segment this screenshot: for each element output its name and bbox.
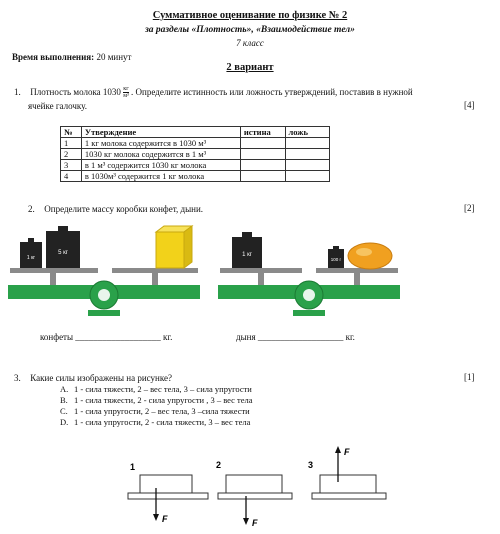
left-pan-right [112,268,198,273]
right-scale-base [293,310,325,316]
variant-title: 2 вариант [226,62,274,73]
table-row [61,149,330,160]
question-number: 3. [14,373,21,383]
answer-option-c[interactable]: C. 1 - сила упругости, 2 – вес тела, 3 –сила тяжести [60,406,250,416]
true-cell[interactable] [240,160,285,171]
svg-text:2: 2 [216,460,222,470]
melon-answer-line[interactable]: дыня ___________________ кг. [236,332,355,342]
svg-text:5 кг: 5 кг [58,250,68,256]
block [320,475,376,493]
time-value: 20 минут [96,52,132,62]
arrow-up-icon [335,446,341,453]
time-label: Время выполнения: [12,52,95,62]
svg-text:1: 1 [130,462,136,472]
figure-2 [216,460,292,528]
right-scale-dial-center [303,289,315,301]
col-number: № [61,127,82,138]
weight-1kg-icon [232,232,262,268]
question-2 [28,203,203,215]
statements-table [60,126,330,182]
col-true: истина [240,127,285,138]
false-cell[interactable] [285,171,330,182]
question-3 [14,372,172,384]
row-statement: в 1 м³ содержится 1030 кг молока [81,160,240,171]
scale-left-illustration [8,222,200,318]
support-surface [312,493,386,499]
grade-label: 7 класс [236,38,264,48]
question-number: 2. [28,204,35,214]
question-1-text-b: . Определите истинность или ложность утверждений, поставив в нужной [131,87,413,97]
left-stem-right [152,273,158,285]
svg-text:F: F [252,518,258,528]
answer-option-d[interactable]: D. 1 - сила упругости, 2 - сила тяжести, 3 – вес тела [60,417,251,427]
arrow-down-icon [153,514,159,521]
row-number: 2 [61,149,82,160]
col-false: ложь [285,127,330,138]
page-subtitle: за разделы «Плотность», «Взаимодействие тел» [145,25,355,35]
col-statement: Утверждение [81,127,240,138]
row-number: 3 [61,160,82,171]
left-pan-left [10,268,98,273]
table-row [61,160,330,171]
answer-option-b[interactable]: B. 1 - сила тяжести, 2 - сила упругости , 3 – вес тела [60,395,253,405]
svg-text:1 кг: 1 кг [242,252,252,258]
question-1 [14,86,484,99]
true-cell[interactable] [240,138,285,149]
svg-text:F: F [344,447,350,457]
scale-right-illustration [218,222,400,318]
block [226,475,282,493]
density-unit: кг м³ [123,86,129,100]
support-surface [218,493,292,499]
weight-5kg-icon [46,226,80,268]
weight-1kg-icon [20,238,42,268]
support-surface [128,493,208,499]
svg-text:100 г: 100 г [330,257,342,262]
false-cell[interactable] [285,138,330,149]
left-scale-dial-center [98,289,110,301]
svg-text:1 кг: 1 кг [26,255,36,261]
question-1-points: [4] [464,100,475,110]
candy-box-icon [156,226,192,268]
false-cell[interactable] [285,160,330,171]
right-stem-right [354,273,360,285]
question-number: 1. [14,87,21,97]
right-stem-left [258,273,264,285]
question-1-text-a: Плотность молока 1030 [30,87,121,97]
candy-answer-line[interactable]: конфеты ___________________ кг. [40,332,173,342]
table-header-row [61,127,330,138]
question-2-text: Определите массу коробки конфет, дыни. [44,204,204,214]
row-number: 1 [61,138,82,149]
row-number: 4 [61,171,82,182]
question-2-points: [2] [464,203,475,213]
true-cell[interactable] [240,171,285,182]
true-cell[interactable] [240,149,285,160]
right-pan-left [220,268,302,273]
figure-1 [128,462,208,524]
melon-icon [348,243,392,269]
svg-text:F: F [162,514,168,524]
row-statement: в 1030м³ содержится 1 кг молока [81,171,240,182]
left-scale-base [88,310,120,316]
block [140,475,192,493]
table-row [61,171,330,182]
left-stem-left [50,273,56,285]
figure-3 [308,446,386,499]
row-statement: 1 кг молока содержится в 1030 м³ [81,138,240,149]
question-3-points: [1] [464,372,475,382]
svg-text:3: 3 [308,460,314,470]
row-statement: 1030 кг молока содержится в 1 м³ [81,149,240,160]
page-title: Суммативное оценивание по физике № 2 [152,10,348,21]
time-info [12,52,131,62]
weight-100g-icon [328,246,344,268]
right-pan-right [316,268,398,273]
question-1-text-c: ячейке галочку. [28,101,88,111]
force-figures [120,438,390,532]
answer-option-a[interactable]: A. 1 - сила тяжести, 2 – вес тела, 3 – сила упругости [60,384,252,394]
arrow-down-icon [243,518,249,525]
false-cell[interactable] [285,149,330,160]
table-row [61,138,330,149]
question-3-text: Какие силы изображены на рисунке? [30,373,172,383]
